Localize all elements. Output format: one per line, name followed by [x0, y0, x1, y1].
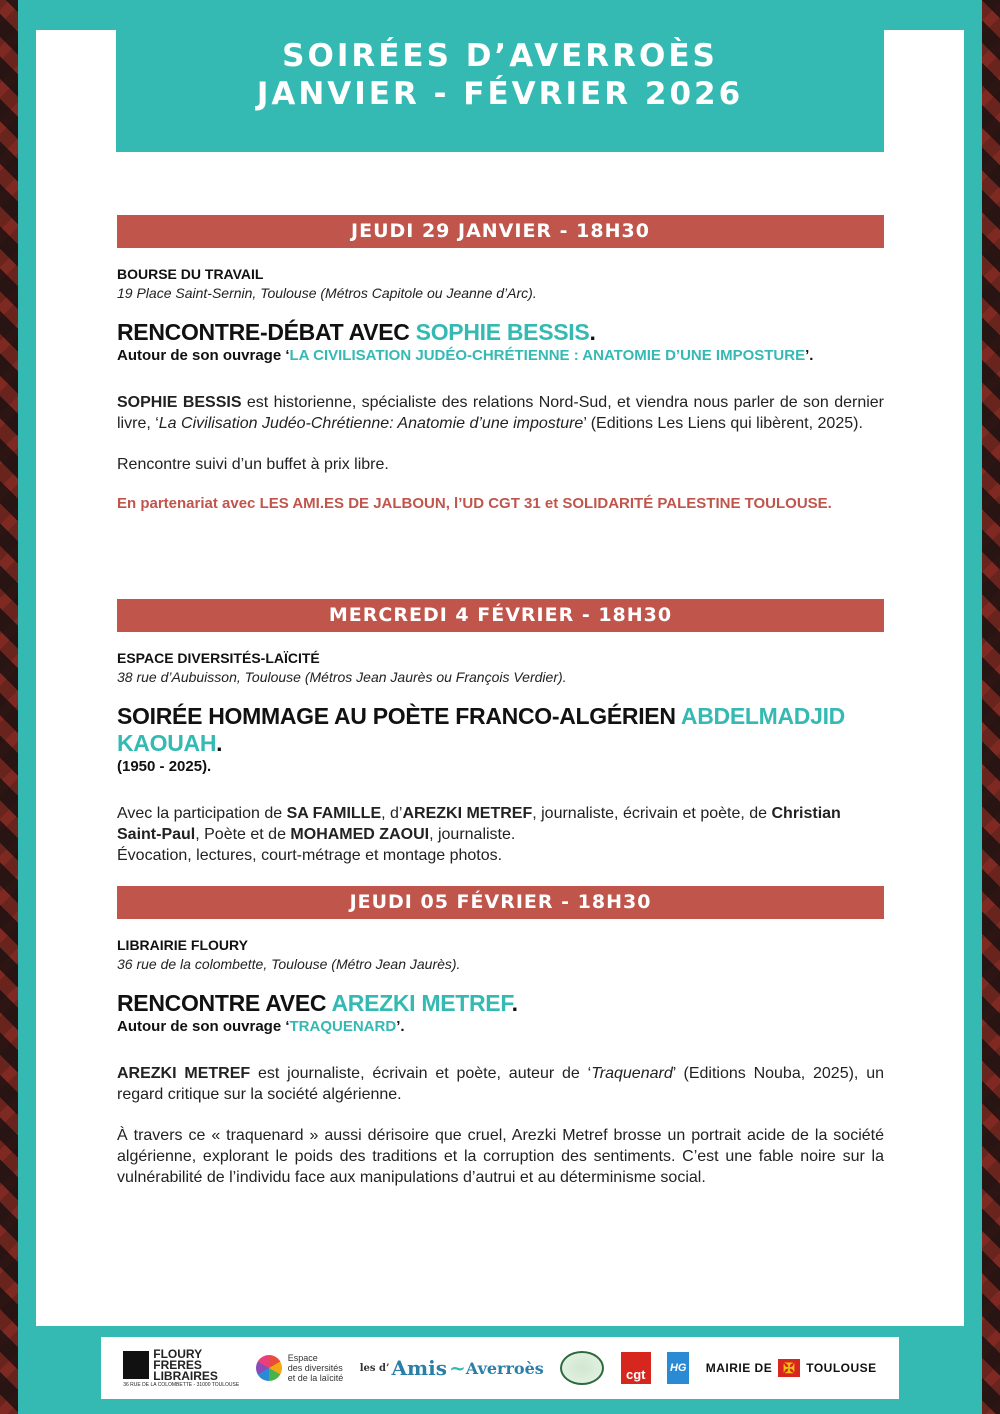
event-description [117, 1063, 884, 1105]
event-date-bar: MERCREDI 4 FÉVRIER - 18H30 [117, 599, 884, 632]
floury-logo-text: LIBRAIRES [153, 1368, 218, 1383]
amis-averroes-logo [360, 1356, 544, 1380]
wave-icon: ~ [449, 1356, 466, 1380]
espace-logo-text: des diversités [287, 1363, 343, 1373]
event-description [117, 803, 884, 866]
headline-suffix: . [589, 319, 596, 345]
cgt-logo: cgt [621, 1352, 651, 1384]
hg-logo: HG [667, 1352, 689, 1384]
book-title-italic: Traquenard [591, 1065, 673, 1082]
event-date-bar: JEUDI 29 JANVIER - 18H30 [117, 215, 884, 248]
headline-guest-name: SOPHIE BESSIS [415, 319, 590, 345]
event-venue: LIBRAIRIE FLOURY [117, 937, 248, 953]
event-2 [117, 599, 884, 866]
desc-text: Avec la participation de [117, 805, 287, 822]
amis-logo-averroes: Averroès [465, 1358, 544, 1378]
occitan-cross-icon: ✠ [778, 1359, 800, 1377]
espace-diversites-logo [256, 1353, 344, 1383]
desc-text: est journaliste, écrivain et poète, auteur de ‘ [250, 1065, 592, 1082]
partner-logos-footer [97, 1333, 903, 1403]
event-description [117, 392, 884, 434]
event-venue: ESPACE DIVERSITÉS-LAÏCITÉ [117, 650, 320, 666]
espace-logo-text: et de la laïcité [287, 1373, 344, 1383]
color-wheel-icon [256, 1355, 282, 1381]
amis-logo-les: les d’ [359, 1362, 390, 1374]
participant-bold: MOHAMED ZAOUI [290, 826, 430, 843]
page-header [116, 0, 884, 152]
event-address: 19 Place Saint-Sernin, Toulouse (Métros Capitole ou Jeanne d’Arc). [117, 285, 537, 301]
book-prefix: Autour de son ouvrage ‘ [117, 347, 290, 364]
amis-logo-name: Amis [391, 1356, 448, 1380]
headline-prefix: SOIRÉE HOMMAGE AU POÈTE FRANCO-ALGÉRIEN [117, 703, 681, 729]
book-prefix: Autour de son ouvrage ‘ [117, 1018, 290, 1035]
headline-guest-name: ABDELMADJID KAOUAH [117, 703, 845, 756]
header-title: SOIRÉES D’AVERROÈS [282, 38, 718, 74]
mairie-toulouse-logo [706, 1359, 877, 1377]
book-title: LA CIVILISATION JUDÉO-CHRÉTIENNE : ANATOMIE D’UNE IMPOSTURE [289, 347, 806, 364]
event-headline [117, 990, 884, 1017]
program-text: Évocation, lectures, court-métrage et montage photos. [117, 847, 503, 864]
floury-logo [123, 1346, 240, 1388]
floury-logo-text: FLOURY [153, 1346, 203, 1361]
event-note: Rencontre suivi d’un buffet à prix libre. [117, 456, 389, 473]
event-venue: BOURSE DU TRAVAIL [117, 266, 264, 282]
event-headline [117, 703, 884, 757]
headline-prefix: RENCONTRE-DÉBAT AVEC [117, 319, 416, 345]
desc-text: , journaliste, écrivain et poète, de [532, 805, 772, 822]
headline-suffix: . [511, 990, 518, 1016]
event-headline [117, 319, 884, 346]
event-address: 36 rue de la colombette, Toulouse (Métro Jean Jaurès). [117, 956, 461, 972]
guest-name-bold: AREZKI METREF [117, 1065, 251, 1082]
jalboun-seal-logo [560, 1351, 604, 1385]
floury-logo-text: FRERES [153, 1357, 202, 1372]
espace-logo-text: Espace [287, 1353, 318, 1363]
book-title-italic: La Civilisation Judéo-Chrétienne: Anatomie d’une imposture [158, 415, 584, 432]
event-date-bar: JEUDI 05 FÉVRIER - 18H30 [117, 886, 884, 919]
book-title: TRAQUENARD [289, 1018, 397, 1035]
guest-name-bold: SOPHIE BESSIS [117, 394, 242, 411]
headline-guest-name: AREZKI METREF [331, 990, 512, 1016]
participant-bold: SA FAMILLE [286, 805, 382, 822]
event-years: (1950 - 2025). [117, 758, 212, 775]
book-suffix: ’. [805, 347, 814, 364]
bookshop-icon [123, 1351, 149, 1379]
event-book-line [117, 347, 884, 364]
event-address: 38 rue d’Aubuisson, Toulouse (Métros Jean Jaurès ou François Verdier). [117, 669, 567, 685]
event-partners: En partenariat avec LES AMI.ES DE JALBOUN, l’UD CGT 31 et SOLIDARITÉ PALESTINE TOULOUSE. [117, 495, 832, 512]
header-dates: JANVIER - FÉVRIER 2026 [256, 76, 744, 112]
floury-address: 36 RUE DE LA COLOMBETTE - 31000 TOULOUSE [123, 1381, 240, 1388]
desc-text: , journaliste. [429, 826, 516, 843]
desc-text: est historienne, spécialiste des relations Nord-Sud, et viendra nous parler de son dernier livre, ‘ [117, 394, 884, 432]
participant-bold: Christian Saint-Paul [117, 805, 841, 843]
desc-text: , d’ [381, 805, 403, 822]
participant-bold: AREZKI METREF [402, 805, 533, 822]
event-1 [117, 215, 884, 512]
headline-prefix: RENCONTRE AVEC [117, 990, 332, 1016]
mairie-logo-text: TOULOUSE [806, 1361, 877, 1375]
event-summary: À travers ce « traquenard » aussi dérisoire que cruel, Arezki Metref brosse un portrait acide de la société algérienne, explorant le poids des traditions et la corruption des sentiments. C’est une fable noire sur la vulnérabilité de l’individu face aux manipulations d’autrui et au déterminisme social. [117, 1127, 884, 1186]
mairie-logo-text: MAIRIE DE [705, 1361, 773, 1375]
headline-suffix: . [216, 730, 223, 756]
book-suffix: ’. [396, 1018, 405, 1035]
event-3 [117, 886, 884, 1188]
desc-text: ’ (Editions Nouba, 2025), un regard critique sur la société algérienne. [117, 1065, 884, 1103]
desc-text: ’ (Editions Les Liens qui libèrent, 2025). [583, 415, 863, 432]
desc-text: , Poète et de [195, 826, 291, 843]
event-book-line [117, 1018, 884, 1035]
